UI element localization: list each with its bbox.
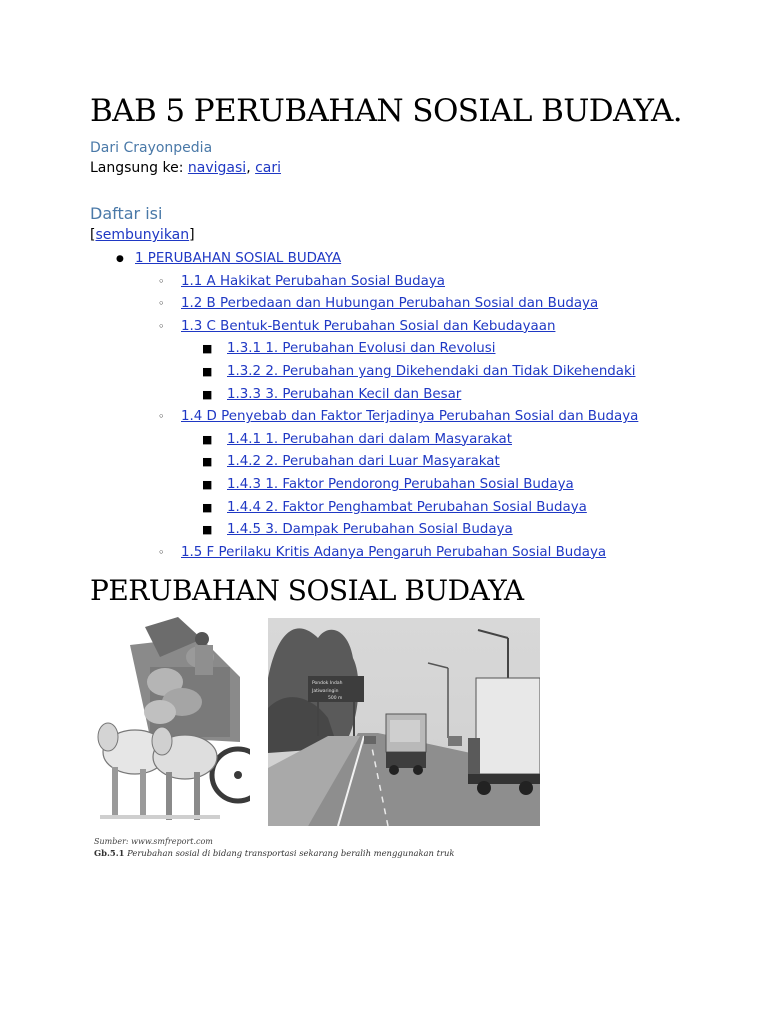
toc-toggle-close-bracket: ] — [189, 227, 195, 243]
toc-link[interactable]: 1.3.2 2. Perubahan yang Dikehendaki dan Tidak Dikehendaki — [227, 363, 636, 379]
toc-item — [0, 294, 768, 317]
toc-item — [0, 520, 768, 543]
circle-bullet-icon: ◦ — [158, 410, 165, 424]
toc-toggle — [90, 227, 195, 243]
toc-link[interactable]: 1.1 A Hakikat Perubahan Sosial Budaya — [181, 273, 446, 289]
square-bullet-icon: ■ — [202, 523, 213, 537]
toc-link[interactable]: 1.4.3 1. Faktor Pendorong Perubahan Sosial Budaya — [227, 476, 574, 492]
square-bullet-icon: ■ — [202, 342, 213, 356]
toc-hide-link[interactable]: sembunyikan — [95, 227, 190, 243]
toc-link[interactable]: 1.2 B Perbedaan dan Hubungan Perubahan Sosial dan Budaya — [181, 296, 599, 312]
toc-link[interactable]: 1.3.1 1. Perubahan Evolusi dan Revolusi — [227, 341, 496, 357]
square-bullet-icon: ■ — [202, 477, 213, 491]
toc-link[interactable]: 1.4.2 2. Perubahan dari Luar Masyarakat — [227, 454, 500, 470]
sign-line-1: Pondok Indah — [312, 681, 343, 686]
toc-item — [0, 430, 768, 453]
figure-source: Sumber: www.smfreport.com — [94, 837, 213, 846]
square-bullet-icon: ■ — [202, 500, 213, 514]
toc-item — [0, 452, 768, 475]
sign-line-2: Jatiwaringin — [312, 689, 339, 694]
toc-link[interactable]: 1.3.3 3. Perubahan Kecil dan Besar — [227, 386, 462, 402]
toc-item — [0, 407, 768, 430]
jump-separator: , — [246, 160, 256, 176]
disc-bullet-icon: ● — [116, 254, 124, 264]
highway-trucks-photo — [268, 618, 540, 826]
toc-item — [0, 475, 768, 498]
toc-item — [0, 385, 768, 408]
square-bullet-icon: ■ — [202, 455, 213, 469]
toc-toggle-open-bracket: [ — [90, 227, 96, 243]
ox-cart-photo — [90, 617, 250, 837]
page-title: BAB 5 PERUBAHAN SOSIAL BUDAYA. — [90, 93, 683, 129]
toc-link[interactable]: 1.3 C Bentuk-Bentuk Perubahan Sosial dan Kebudayaan — [181, 318, 556, 334]
toc-item — [0, 543, 768, 566]
section-heading: PERUBAHAN SOSIAL BUDAYA — [90, 574, 524, 607]
figure-caption-label: Gb.5.1 — [94, 848, 125, 858]
jump-search-link[interactable]: cari — [255, 160, 282, 176]
square-bullet-icon: ■ — [202, 432, 213, 446]
site-subtitle: Dari Crayonpedia — [90, 140, 213, 156]
toc-link[interactable]: 1.5 F Perilaku Kritis Adanya Pengaruh Perubahan Sosial Budaya — [181, 544, 607, 560]
toc-item — [0, 249, 768, 272]
jump-to-links — [90, 160, 281, 176]
square-bullet-icon: ■ — [202, 387, 213, 401]
toc-link[interactable]: 1.4.4 2. Faktor Penghambat Perubahan Sosial Budaya — [227, 499, 587, 515]
toc-link[interactable]: 1.4.5 3. Dampak Perubahan Sosial Budaya — [227, 522, 513, 538]
toc-item — [0, 362, 768, 385]
figure-caption — [94, 848, 454, 858]
sign-line-3: 500 m — [328, 696, 343, 701]
jump-prefix: Langsung ke: — [90, 160, 188, 176]
figure-caption-text: Perubahan sosial di bidang transportasi sekarang beralih menggunakan truk — [124, 848, 455, 858]
toc-link[interactable]: 1.4 D Penyebab dan Faktor Terjadinya Perubahan Sosial dan Budaya — [181, 409, 639, 425]
toc-title: Daftar isi — [90, 204, 163, 223]
circle-bullet-icon: ◦ — [158, 319, 165, 333]
circle-bullet-icon: ◦ — [158, 545, 165, 559]
toc-link[interactable]: 1 PERUBAHAN SOSIAL BUDAYA — [135, 251, 342, 266]
toc-item — [0, 272, 768, 295]
square-bullet-icon: ■ — [202, 364, 213, 378]
jump-navigation-link[interactable]: navigasi — [187, 160, 247, 176]
toc-link[interactable]: 1.4.1 1. Perubahan dari dalam Masyarakat — [227, 431, 513, 447]
toc-item — [0, 498, 768, 521]
toc-item — [0, 339, 768, 362]
circle-bullet-icon: ◦ — [158, 297, 165, 311]
toc-item — [0, 317, 768, 340]
circle-bullet-icon: ◦ — [158, 274, 165, 288]
table-of-contents — [0, 249, 768, 565]
